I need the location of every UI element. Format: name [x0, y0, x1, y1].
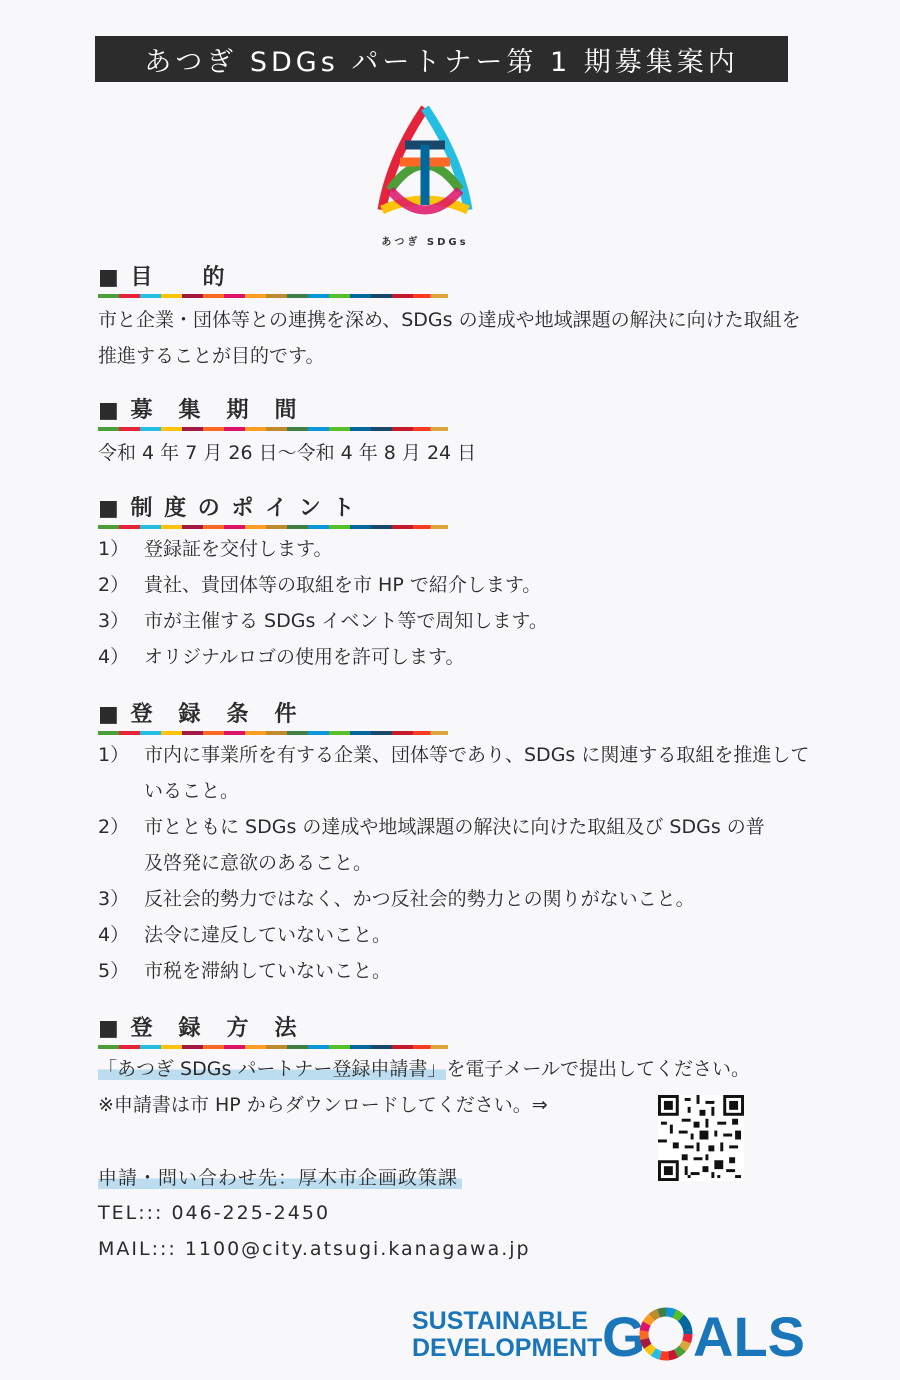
section-conditions — [98, 701, 818, 989]
list-item: 3） 反社会的勢力ではなく、かつ反社会的勢力との関りがないこと。 — [98, 888, 695, 910]
section-heading: ■ 制 度 の ポ イ ン ト — [98, 496, 357, 521]
sdg-color-stripe — [98, 294, 448, 298]
section-heading: ■ 登 録 条 件 — [98, 702, 299, 727]
list-item: 2） 市とともに SDGs の達成や地域課題の解決に向けた取組及び SDGs の普及啓発に意欲のあること。 — [98, 816, 765, 874]
list-item: 3） 市が主催する SDGs イベント等で周知します。 — [98, 610, 548, 632]
contact-mail[interactable]: MAIL::: 1100@city.atsugi.kanagawa.jp — [98, 1238, 531, 1260]
list-item: 5） 市税を滞納していないこと。 — [98, 960, 392, 982]
sdg-color-stripe — [98, 427, 448, 431]
sdg-color-stripe — [98, 1045, 448, 1049]
section-purpose — [98, 264, 818, 374]
form-name-highlight: 「あつぎ SDGs パートナー登録申請書」 — [98, 1058, 447, 1080]
method-line2[interactable]: ※申請書は市 HP からダウンロードしてください。⇒ — [98, 1094, 548, 1116]
page-title: あつぎ SDGs パートナー第 1 期募集案内 — [95, 36, 788, 82]
section-points — [98, 495, 818, 675]
purpose-text: 市と企業・団体等との連携を深め、SDGs の達成や地域課題の解決に向けた取組を推進することが目的です。 — [98, 309, 801, 367]
list-item: 4） オリジナルロゴの使用を許可します。 — [98, 646, 465, 668]
svg-text:G: G — [602, 1305, 646, 1364]
section-heading: ■ 登 録 方 法 — [98, 1016, 299, 1041]
section-heading: ■ 募 集 期 間 — [98, 398, 299, 423]
method-line1: 「あつぎ SDGs パートナー登録申請書」を電子メールで提出してください。 — [98, 1058, 751, 1080]
contact-label-row — [98, 1163, 462, 1190]
contact-tel[interactable]: TEL::: 046-225-2450 — [98, 1202, 331, 1224]
atsugi-sdgs-logo — [360, 100, 490, 220]
list-item: 1） 市内に事業所を有する企業、団体等であり、SDGs に関連する取組を推進していること。 — [98, 744, 810, 802]
sdg-goals-logo — [412, 1304, 807, 1364]
svg-text:ALS: ALS — [693, 1305, 805, 1364]
period-text: 令和 4 年 7 月 26 日〜令和 4 年 8 月 24 日 — [98, 442, 477, 464]
svg-text:DEVELOPMENT: DEVELOPMENT — [412, 1334, 603, 1362]
section-period — [98, 397, 818, 471]
list-item: 1） 登録証を交付します。 — [98, 538, 333, 560]
logo-caption: あつぎ SDGs — [381, 237, 469, 248]
sdg-color-stripe — [98, 731, 448, 735]
svg-text:SUSTAINABLE: SUSTAINABLE — [412, 1307, 588, 1335]
sdg-color-stripe — [98, 525, 448, 529]
list-item: 4） 法令に違反していないこと。 — [98, 924, 392, 946]
section-heading: ■ 目 的 — [98, 265, 227, 290]
contact-label: 申請・問い合わせ先：厚木市企画政策課 — [98, 1167, 462, 1189]
list-item: 2） 貴社、貴団体等の取組を市 HP で紹介します。 — [98, 574, 542, 596]
qr-code[interactable] — [658, 1095, 744, 1181]
